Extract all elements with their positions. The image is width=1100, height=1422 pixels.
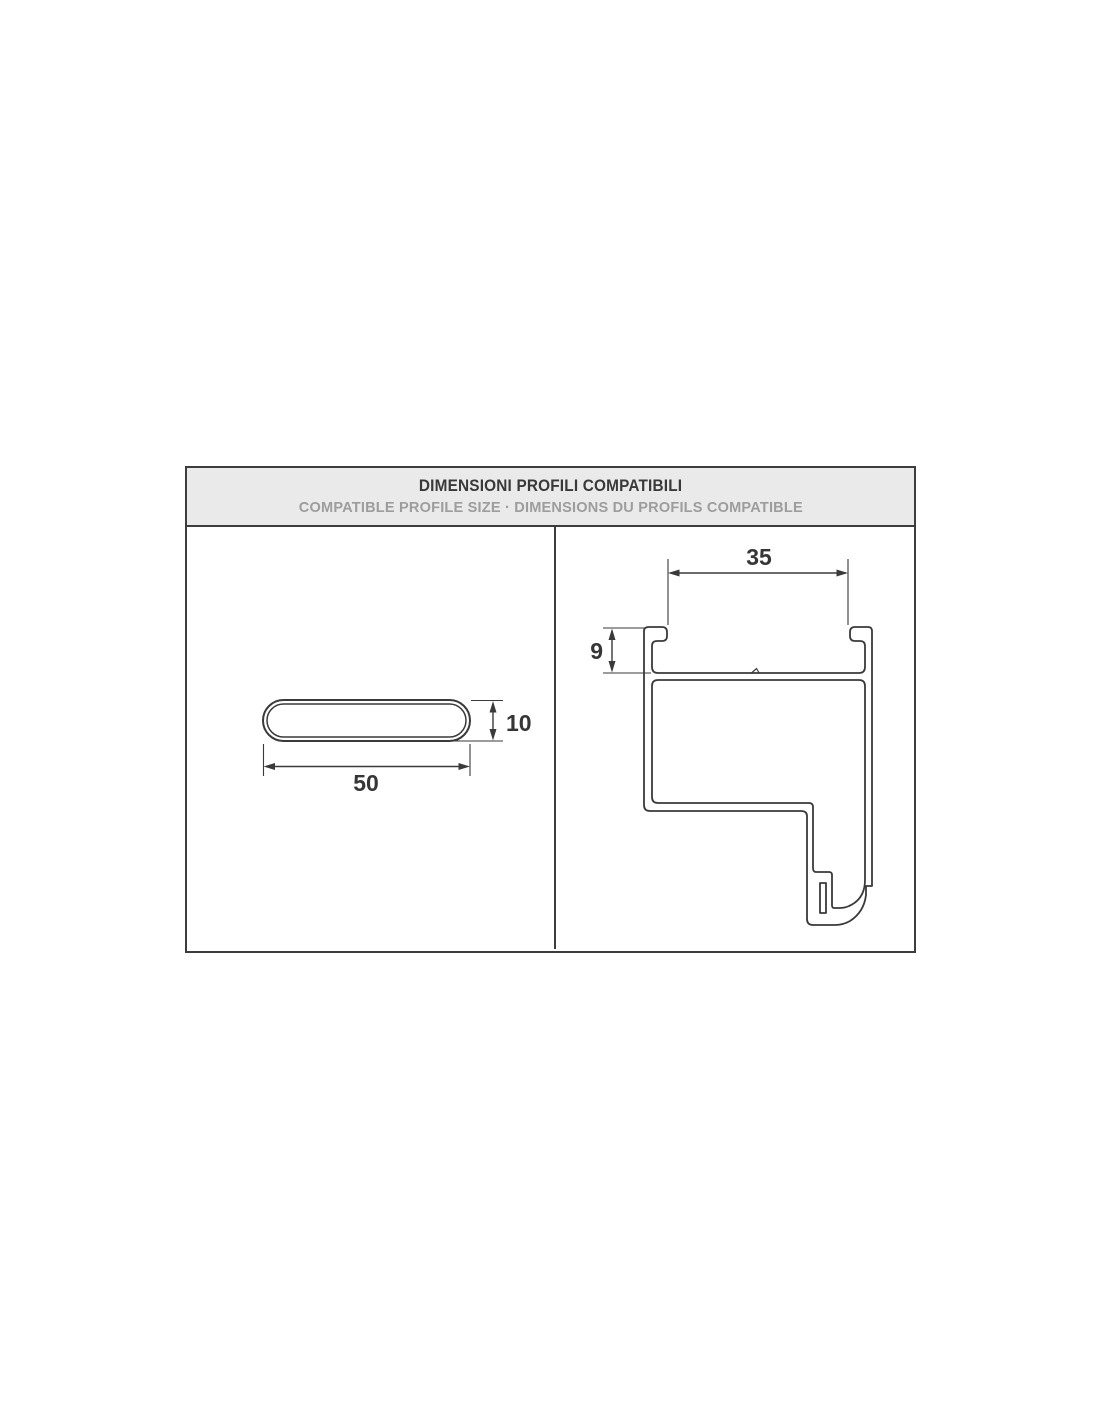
slot-profile-outline	[263, 700, 470, 741]
arrow-down-icon	[609, 661, 616, 673]
panel-title: DIMENSIONI PROFILI COMPATIBILI	[418, 477, 683, 495]
arrow-up-icon	[490, 701, 497, 713]
dimension-depth-9	[590, 629, 615, 673]
arrow-up-icon	[609, 629, 616, 641]
opening-width-label: 35	[746, 544, 772, 570]
channel-depth-label: 9	[590, 638, 603, 664]
panel-body	[187, 527, 914, 949]
dimension-opening-35	[668, 544, 848, 577]
compatible-profiles-panel	[185, 466, 916, 953]
arrow-left-icon	[264, 763, 276, 770]
slot-profile-cell	[187, 527, 556, 949]
frame-profile-drawing	[556, 527, 914, 949]
slot-width-label: 50	[353, 770, 379, 796]
arrow-down-icon	[490, 729, 497, 741]
frame-profile-cell	[556, 527, 914, 949]
dimension-height-10	[490, 701, 532, 741]
panel-header	[187, 468, 914, 527]
arrow-right-icon	[837, 570, 849, 577]
dimension-width-50	[264, 763, 471, 796]
arrow-left-icon	[668, 570, 680, 577]
extension-lines	[603, 559, 848, 673]
arrow-right-icon	[459, 763, 471, 770]
slot-profile-drawing	[187, 527, 554, 949]
panel-subtitle: COMPATIBLE PROFILE SIZE · DIMENSIONS DU PROFILS COMPATIBLE	[298, 499, 803, 516]
slot-height-label: 10	[506, 710, 532, 736]
